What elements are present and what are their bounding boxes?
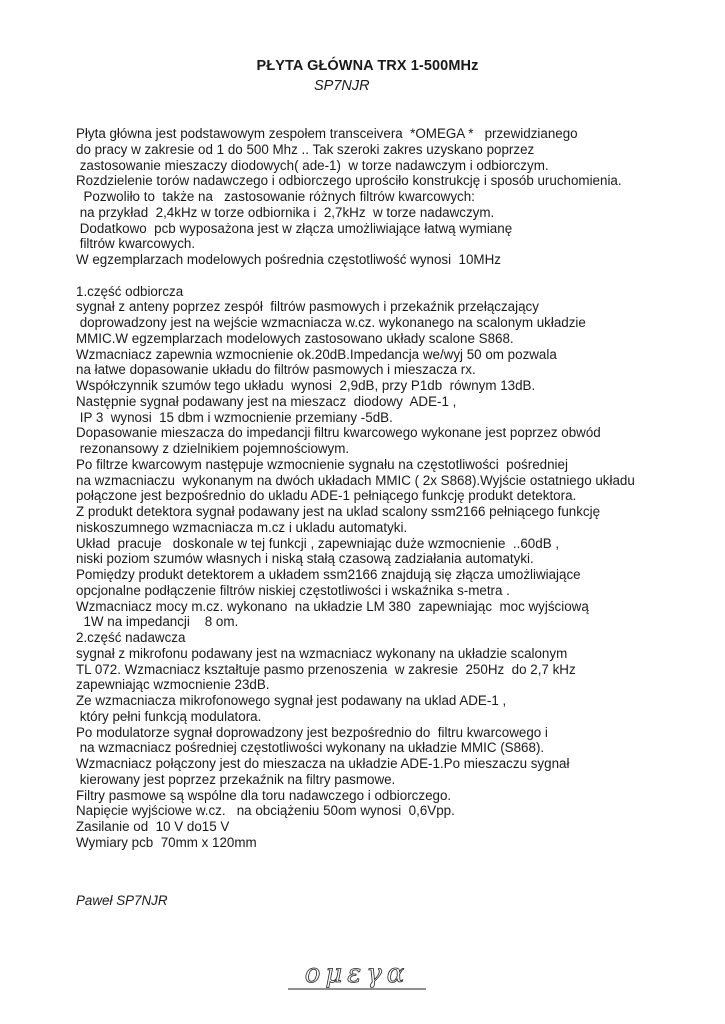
text-line: IP 3 wynosi 15 dbm i wzmocnienie przemiany -5dB.	[76, 409, 393, 425]
text-line: TL 072. Wzmacniacz kształtuje pasmo przenoszenia w zakresie 250Hz do 2,7 kHz	[76, 661, 576, 677]
text-line: Zasilanie od 10 V do15 V	[76, 819, 230, 834]
text-line: rezonansowy z dzielnikiem pojemnościowym.	[76, 441, 350, 456]
text-line: opcjonalne podłączenie filtrów niskiej częstotliwości i wskaźnika s-metra .	[76, 582, 510, 598]
document-subtitle: SP7NJR	[314, 78, 370, 94]
text-line: sygnał z anteny poprzez zespół filtrów pasmowych i przekaźnik przełączający	[76, 299, 539, 315]
omega-logo-text: ομεγα	[304, 959, 410, 989]
text-line: niskoszumnego wzmacniacza m.cz i ukladu automatyki.	[76, 519, 408, 535]
text-line: Wzmacniacz połączony jest do mieszacza na układzie ADE-1.Po mieszaczu sygnał	[76, 756, 570, 771]
text-line: Dopasowanie mieszacza do impedancji filtru kwarcowego wykonane jest poprzez obwód	[76, 425, 601, 441]
text-line: kierowany jest poprzez przekaźnik na filtry pasmowe.	[76, 771, 396, 787]
text-line: na przykład 2,4kHz w torze odbiornika i 2,7kHz w torze nadawczym.	[76, 204, 495, 220]
document-body	[76, 126, 696, 851]
text-line: Wzmacniacz zapewnia wzmocnienie ok.20dB.Impedancja we/wyj 50 om pozwala	[76, 346, 557, 362]
text-line: Pomiędzy produkt detektorem a układem ssm2166 znajdują się złącza umożliwiające	[76, 567, 581, 582]
text-line: doprowadzony jest na wejście wzmacniacza w.cz. wykonanego na scalonym układzie	[76, 315, 586, 330]
text-line: Dodatkowo pcb wyposażona jest w złącza umożliwiające łatwą wymianę	[76, 220, 513, 236]
text-line: 1.część odbiorcza	[76, 283, 184, 299]
text-line: filtrów kwarcowych.	[76, 236, 196, 252]
text-line: Napięcie wyjściowe w.cz. na obciążeniu 50om wynosi 0,6Vpp.	[76, 803, 455, 819]
document-title: PŁYTA GŁÓWNA TRX 1-500MHz	[256, 58, 479, 74]
text-line: Pozwoliło to także na zastosowanie różnych filtrów kwarcowych:	[76, 189, 475, 204]
text-line: na wzmacniacz pośredniej częstotliwości wykonany na układzie MMIC (S868).	[76, 740, 545, 756]
text-line: Następnie sygnał podawany jest na mieszacz diodowy ADE-1 ,	[76, 393, 457, 409]
text-line: połączone jest bezpośrednio do ukladu ADE-1 pełniącego funkcję produkt detektora.	[76, 488, 577, 504]
text-line: 2.część nadawcza	[76, 630, 186, 645]
text-line: Po modulatorze sygnał doprowadzony jest bezpośrednio do filtru kwarcowego i	[76, 724, 548, 740]
blank-line	[76, 268, 696, 284]
text-line: na łatwe dopasowanie układu do filtrów pasmowych i mieszacza rx.	[76, 362, 476, 378]
text-line: Filtry pasmowe są wspólne dla toru nadawczego i odbiorczego.	[76, 787, 452, 803]
text-line: Wzmacniacz mocy m.cz. wykonano na układzie LM 380 zapewniając moc wyjściową	[76, 598, 589, 614]
text-line: Współczynnik szumów tego układu wynosi 2,9dB, przy P1db równym 13dB.	[76, 378, 536, 393]
text-line: 1W na impedancji 8 om.	[76, 614, 239, 630]
text-line: Ze wzmacniacza mikrofonowego sygnał jest podawany na uklad ADE-1 ,	[76, 693, 507, 708]
signature: Paweł SP7NJR	[76, 893, 168, 908]
text-line: Po filtrze kwarcowym następuje wzmocnienie sygnału na częstotliwości pośredniej	[76, 456, 568, 472]
text-line: Płyta główna jest podstawowym zespołem transceivera *OMEGA * przewidzianego	[76, 126, 578, 141]
omega-logo	[282, 958, 432, 994]
text-line: na wzmacniaczu wykonanym na dwóch układach MMIC ( 2x S868).Wyjście ostatniego układu	[76, 472, 635, 488]
text-line: niski poziom szumów własnych i niską stałą czasową zadziałania automatyki.	[76, 551, 534, 567]
text-line: Układ pracuje doskonale w tej funkcji , zapewniając duże wzmocnienie ..60dB ,	[76, 535, 560, 551]
text-line: Rozdzielenie torów nadawczego i odbiorczego uprościło konstrukcję i sposób uruchomienia.	[76, 173, 622, 189]
text-line: Wymiary pcb 70mm x 120mm	[76, 834, 257, 850]
text-line: który pełni funkcją modulatora.	[76, 708, 262, 724]
text-line: zastosowanie mieszaczy diodowych( ade-1) w torze nadawczym i odbiorczym.	[76, 157, 549, 173]
text-line: MMIC.W egzemplarzach modelowych zastosowano układy scalone S868.	[76, 330, 514, 346]
text-line: do pracy w zakresie od 1 do 500 Mhz .. Tak szeroki zakres uzyskano poprzez	[76, 141, 535, 157]
text-line: zapewniając wzmocnienie 23dB.	[76, 677, 270, 693]
text-line: Z produkt detektora sygnał podawany jest na uklad scalony ssm2166 pełniącego funkcję	[76, 504, 601, 519]
text-line: W egzemplarzach modelowych pośrednia częstotliwość wynosi 10MHz	[76, 252, 501, 267]
text-line: sygnał z mikrofonu podawany jest na wzmacniacz wykonany na układzie scalonym	[76, 645, 568, 661]
